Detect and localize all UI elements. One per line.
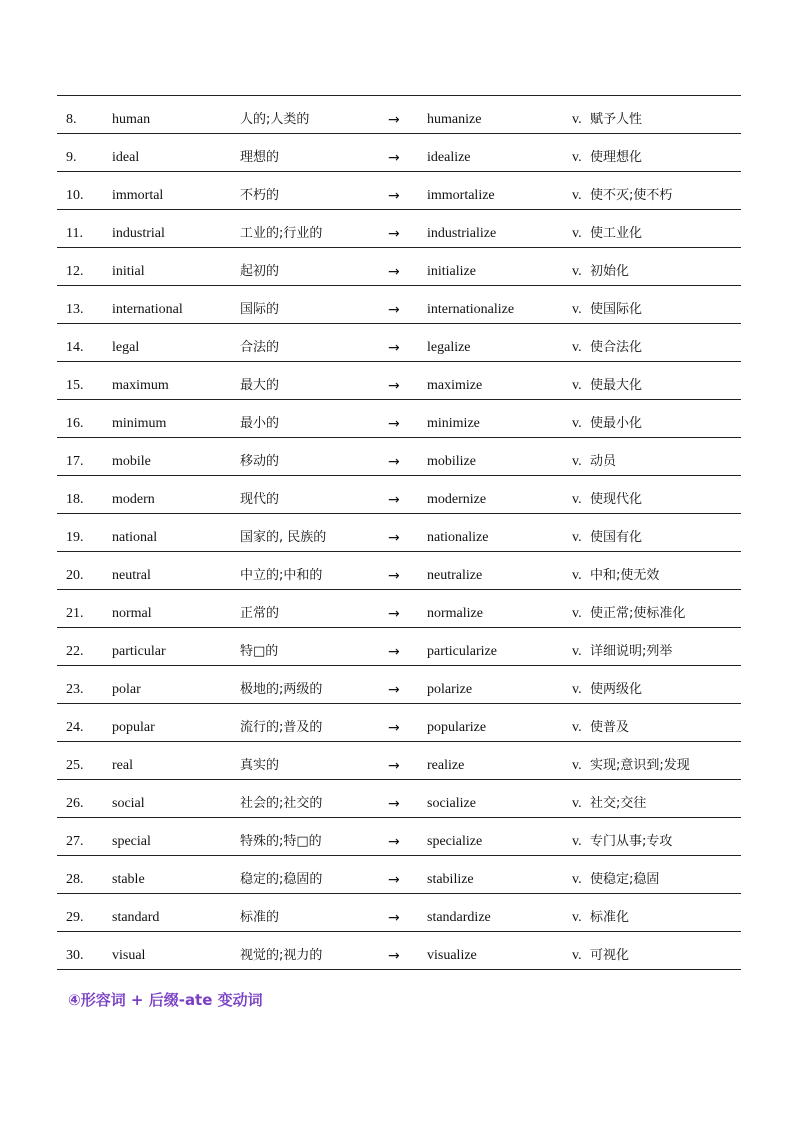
adjective-word: normal	[112, 606, 152, 621]
table-row	[57, 514, 741, 552]
adjective-word: stable	[112, 872, 145, 887]
verb-word: idealize	[427, 150, 471, 165]
row-number: 24.	[66, 720, 84, 735]
table-row	[57, 666, 741, 704]
part-of-speech: v.	[572, 834, 582, 849]
verb-meaning: 专门从事;专攻	[590, 834, 673, 849]
verb-meaning: 使正常;使标准化	[590, 606, 686, 621]
row-number: 12.	[66, 264, 84, 279]
adjective-meaning: 现代的	[240, 492, 280, 507]
row-number: 25.	[66, 758, 84, 773]
verb-word: legalize	[427, 340, 471, 355]
vocabulary-table	[57, 95, 741, 970]
adjective-meaning: 理想的	[240, 150, 280, 165]
table-row	[57, 894, 741, 932]
verb-word: mobilize	[427, 454, 476, 469]
arrow-icon: →	[388, 682, 400, 698]
arrow-icon: →	[388, 264, 400, 280]
adjective-meaning: 合法的	[240, 340, 280, 355]
table-row	[57, 210, 741, 248]
part-of-speech: v.	[572, 682, 582, 697]
verb-meaning: 使理想化	[590, 150, 643, 165]
adjective-word: special	[112, 834, 151, 849]
row-number: 23.	[66, 682, 84, 697]
row-number: 16.	[66, 416, 84, 431]
table-row	[57, 324, 741, 362]
verb-meaning: 详细说明;列举	[590, 644, 673, 659]
verb-meaning: 可视化	[590, 948, 630, 963]
adjective-word: human	[112, 112, 151, 127]
adjective-word: international	[112, 302, 183, 317]
verb-word: immortalize	[427, 188, 495, 203]
adjective-meaning: 标准的	[240, 910, 280, 925]
table-row	[57, 362, 741, 400]
adjective-word: standard	[112, 910, 160, 925]
part-of-speech: v.	[572, 492, 582, 507]
adjective-word: legal	[112, 340, 140, 355]
part-of-speech: v.	[572, 416, 582, 431]
part-of-speech: v.	[572, 302, 582, 317]
verb-meaning: 使工业化	[590, 226, 643, 241]
adjective-meaning: 国际的	[240, 302, 280, 317]
arrow-icon: →	[388, 340, 400, 356]
table-row	[57, 400, 741, 438]
adjective-word: industrial	[112, 226, 165, 241]
adjective-meaning: 国家的, 民族的	[240, 530, 327, 545]
arrow-icon: →	[388, 188, 400, 204]
verb-word: particularize	[427, 644, 497, 659]
arrow-icon: →	[388, 492, 400, 508]
adjective-word: particular	[112, 644, 166, 659]
verb-meaning: 使最大化	[590, 378, 643, 393]
verb-word: internationalize	[427, 302, 515, 317]
adjective-meaning: 移动的	[240, 454, 280, 469]
part-of-speech: v.	[572, 948, 582, 963]
table-row	[57, 476, 741, 514]
verb-meaning: 中和;使无效	[590, 568, 660, 583]
verb-meaning: 使合法化	[590, 340, 643, 355]
verb-word: standardize	[427, 910, 491, 925]
arrow-icon: →	[388, 416, 400, 432]
part-of-speech: v.	[572, 112, 582, 127]
table-row	[57, 818, 741, 856]
verb-meaning: 使两级化	[590, 682, 643, 697]
table-row	[57, 704, 741, 742]
adjective-meaning: 正常的	[240, 606, 280, 621]
part-of-speech: v.	[572, 454, 582, 469]
row-number: 9.	[66, 150, 77, 165]
section-heading: ④形容词 + 后缀-ate 变动词	[68, 991, 263, 1009]
arrow-icon: →	[388, 720, 400, 736]
part-of-speech: v.	[572, 188, 582, 203]
part-of-speech: v.	[572, 720, 582, 735]
arrow-icon: →	[388, 948, 400, 964]
verb-word: nationalize	[427, 530, 489, 545]
verb-meaning: 使稳定;稳固	[590, 872, 660, 887]
adjective-word: social	[112, 796, 145, 811]
arrow-icon: →	[388, 644, 400, 660]
adjective-word: polar	[112, 682, 141, 697]
arrow-icon: →	[388, 112, 400, 128]
adjective-meaning: 人的;人类的	[240, 112, 310, 127]
row-number: 19.	[66, 530, 84, 545]
table-row	[57, 932, 741, 970]
arrow-icon: →	[388, 378, 400, 394]
adjective-meaning: 真实的	[240, 758, 280, 773]
row-number: 10.	[66, 188, 84, 203]
adjective-word: visual	[112, 948, 146, 963]
row-number: 27.	[66, 834, 84, 849]
row-number: 14.	[66, 340, 84, 355]
adjective-meaning: 最大的	[240, 378, 280, 393]
table-row	[57, 742, 741, 780]
table-row	[57, 286, 741, 324]
adjective-meaning: 特殊的;特□的	[240, 834, 322, 849]
row-number: 13.	[66, 302, 84, 317]
verb-word: neutralize	[427, 568, 483, 583]
verb-meaning: 标准化	[590, 910, 630, 925]
adjective-word: minimum	[112, 416, 167, 431]
row-number: 21.	[66, 606, 84, 621]
adjective-meaning: 极地的;两级的	[240, 682, 323, 697]
table-row	[57, 134, 741, 172]
arrow-icon: →	[388, 796, 400, 812]
table-row	[57, 438, 741, 476]
row-number: 28.	[66, 872, 84, 887]
verb-meaning: 使不灭;使不朽	[590, 188, 673, 203]
part-of-speech: v.	[572, 378, 582, 393]
arrow-icon: →	[388, 910, 400, 926]
adjective-word: neutral	[112, 568, 151, 583]
adjective-word: initial	[112, 264, 145, 279]
row-number: 8.	[66, 112, 77, 127]
arrow-icon: →	[388, 302, 400, 318]
adjective-meaning: 中立的;中和的	[240, 568, 323, 583]
verb-word: initialize	[427, 264, 476, 279]
adjective-word: modern	[112, 492, 155, 507]
adjective-word: real	[112, 758, 133, 773]
verb-meaning: 赋予人性	[590, 112, 643, 127]
table-row	[57, 172, 741, 210]
verb-meaning: 动员	[590, 454, 617, 469]
part-of-speech: v.	[572, 910, 582, 925]
row-number: 15.	[66, 378, 84, 393]
arrow-icon: →	[388, 150, 400, 166]
row-number: 30.	[66, 948, 84, 963]
row-number: 11.	[66, 226, 83, 241]
adjective-meaning: 起初的	[240, 264, 280, 279]
adjective-word: popular	[112, 720, 155, 735]
adjective-word: maximum	[112, 378, 169, 393]
row-number: 20.	[66, 568, 84, 583]
part-of-speech: v.	[572, 644, 582, 659]
part-of-speech: v.	[572, 796, 582, 811]
verb-meaning: 使国有化	[590, 530, 643, 545]
table-row	[57, 590, 741, 628]
row-number: 17.	[66, 454, 84, 469]
verb-meaning: 使现代化	[590, 492, 643, 507]
part-of-speech: v.	[572, 530, 582, 545]
verb-word: polarize	[427, 682, 473, 697]
verb-word: modernize	[427, 492, 487, 507]
row-number: 18.	[66, 492, 84, 507]
verb-word: popularize	[427, 720, 487, 735]
verb-word: socialize	[427, 796, 476, 811]
verb-meaning: 实现;意识到;发现	[590, 758, 690, 773]
adjective-word: mobile	[112, 454, 151, 469]
adjective-word: immortal	[112, 188, 164, 203]
arrow-icon: →	[388, 226, 400, 242]
part-of-speech: v.	[572, 872, 582, 887]
verb-word: specialize	[427, 834, 483, 849]
verb-meaning: 使普及	[590, 720, 630, 735]
row-number: 22.	[66, 644, 84, 659]
verb-word: normalize	[427, 606, 483, 621]
row-number: 29.	[66, 910, 84, 925]
adjective-meaning: 稳定的;稳固的	[240, 872, 323, 887]
part-of-speech: v.	[572, 226, 582, 241]
table-row	[57, 96, 741, 134]
verb-meaning: 初始化	[590, 264, 630, 279]
part-of-speech: v.	[572, 606, 582, 621]
part-of-speech: v.	[572, 264, 582, 279]
verb-word: visualize	[427, 948, 477, 963]
arrow-icon: →	[388, 454, 400, 470]
arrow-icon: →	[388, 606, 400, 622]
arrow-icon: →	[388, 530, 400, 546]
adjective-meaning: 社会的;社交的	[240, 796, 323, 811]
part-of-speech: v.	[572, 568, 582, 583]
adjective-word: ideal	[112, 150, 140, 165]
verb-word: minimize	[427, 416, 480, 431]
table-row	[57, 552, 741, 590]
verb-word: realize	[427, 758, 465, 773]
part-of-speech: v.	[572, 150, 582, 165]
arrow-icon: →	[388, 568, 400, 584]
verb-word: stabilize	[427, 872, 474, 887]
verb-meaning: 使最小化	[590, 416, 643, 431]
adjective-meaning: 特□的	[240, 644, 279, 659]
part-of-speech: v.	[572, 758, 582, 773]
table-row	[57, 248, 741, 286]
adjective-meaning: 最小的	[240, 416, 280, 431]
arrow-icon: →	[388, 872, 400, 888]
arrow-icon: →	[388, 834, 400, 850]
adjective-meaning: 工业的;行业的	[240, 226, 323, 241]
part-of-speech: v.	[572, 340, 582, 355]
table-row	[57, 856, 741, 894]
verb-word: industrialize	[427, 226, 497, 241]
adjective-meaning: 流行的;普及的	[240, 720, 323, 735]
arrow-icon: →	[388, 758, 400, 774]
row-number: 26.	[66, 796, 84, 811]
table-row	[57, 780, 741, 818]
verb-meaning: 社交;交往	[590, 796, 647, 811]
adjective-word: national	[112, 530, 158, 545]
adjective-meaning: 不朽的	[240, 188, 280, 203]
adjective-meaning: 视觉的;视力的	[240, 948, 323, 963]
table-row	[57, 628, 741, 666]
verb-meaning: 使国际化	[590, 302, 643, 317]
verb-word: maximize	[427, 378, 483, 393]
verb-word: humanize	[427, 112, 482, 127]
